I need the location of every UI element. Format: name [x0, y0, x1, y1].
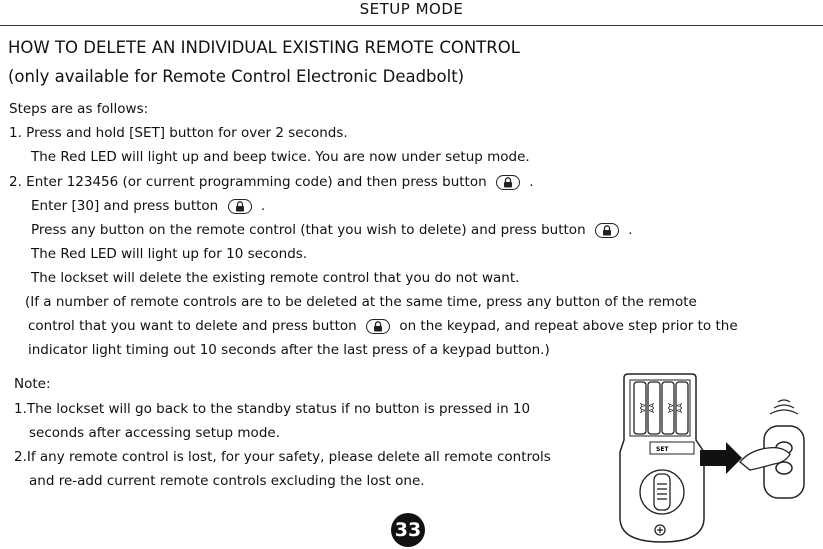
battery-label: AA [676, 403, 684, 413]
lock-icon [595, 223, 619, 238]
step-2-line-1 [9, 174, 534, 190]
step-2-line-3-text: Press any button on the remote control (that you wish to delete) and press button [31, 222, 586, 238]
battery-pack [634, 382, 688, 434]
step-2-line-2-text: Enter [30] and press button [31, 198, 219, 214]
battery-label: AA [638, 403, 646, 413]
thumb-turn [640, 470, 684, 535]
step-2-line-7-text-b: on the keypad, and repeat above step prior to the [399, 318, 738, 334]
arrow-icon [700, 442, 742, 474]
header-divider [0, 25, 823, 26]
note-2-line-1: 2.If any remote control is lost, for your safety, please delete all remote controls [14, 449, 551, 465]
note-1-line-1: 1.The lockset will go back to the standby status if no button is pressed in 10 [14, 401, 531, 417]
battery-label: AA [666, 403, 674, 413]
step-2-line-4: The Red LED will light up for 10 seconds. [31, 246, 308, 262]
lock-icon [228, 199, 252, 214]
step-2-line-3 [31, 222, 633, 238]
finger-icon [740, 448, 790, 470]
step-2-line-6: (If a number of remote controls are to be deleted at the same time, press any button of the remote [25, 294, 697, 310]
set-button-label: SET [656, 446, 669, 453]
note-1-line-2: seconds after accessing setup mode. [29, 425, 280, 441]
section-title: HOW TO DELETE AN INDIVIDUAL EXISTING REMOTE CONTROL [8, 38, 520, 57]
step-2-line-1-text: 2. Enter 123456 (or current programming code) and then press button [9, 174, 487, 190]
step-2-line-5: The lockset will delete the existing remote control that you do not want. [31, 270, 520, 286]
note-title: Note: [14, 376, 51, 392]
steps-intro: Steps are as follows: [9, 101, 149, 117]
step-2-line-7-text-a: control that you want to delete and press button [28, 318, 357, 334]
page-header: SETUP MODE [359, 0, 464, 18]
period: . [529, 174, 534, 190]
step-2-line-8: indicator light timing out 10 seconds after the last press of a keypad button.) [28, 342, 550, 358]
step-2-line-2 [31, 198, 265, 214]
step-1-line-1: 1. Press and hold [SET] button for over 2 seconds. [9, 125, 348, 141]
step-2-line-7 [28, 318, 738, 334]
note-2-line-2: and re-add current remote controls excluding the lost one. [29, 473, 425, 489]
period: . [628, 222, 633, 238]
period: . [260, 198, 266, 214]
lockset-remote-illustration [590, 370, 815, 545]
lock-icon [366, 319, 390, 334]
battery-label: AA [648, 403, 656, 413]
section-subtitle: (only available for Remote Control Electronic Deadbolt) [8, 67, 465, 86]
step-1-line-2: The Red LED will light up and beep twice. You are now under setup mode. [31, 149, 530, 165]
lock-icon [496, 175, 520, 190]
page-number: 33 [391, 513, 425, 547]
